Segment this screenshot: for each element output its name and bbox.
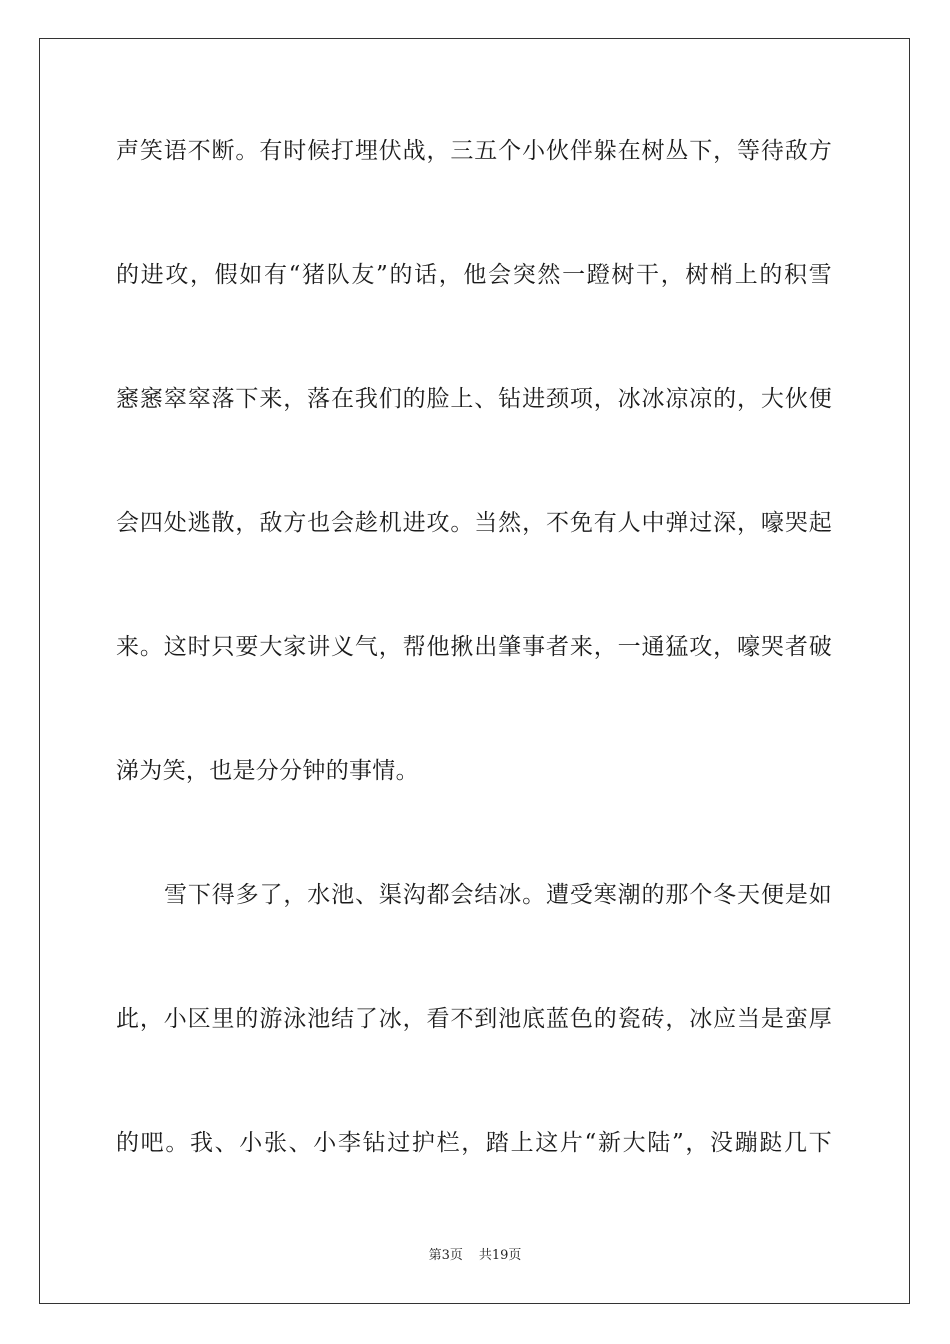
body-text-line-paragraph-end: 涕为笑，也是分分钟的事情。	[116, 758, 419, 784]
page-footer	[0, 1247, 950, 1265]
page-frame	[39, 38, 910, 1304]
body-text-line: 声笑语不断。有时候打埋伏战，三五个小伙伴躲在树丛下，等待敌方	[116, 138, 832, 164]
page-total: 共19页	[478, 1248, 522, 1263]
body-text-line: 的进攻，假如有“猪队友”的话，他会突然一蹬树干，树梢上的积雪	[116, 262, 832, 288]
body-text-line: 窸窸窣窣落下来，落在我们的脸上、钻进颈项，冰冰凉凉的，大伙便	[116, 386, 832, 412]
body-text-line: 来。这时只要大家讲义气，帮他揪出肇事者来，一通猛攻，嚎哭者破	[116, 634, 832, 660]
page-number: 第3页	[428, 1248, 463, 1263]
body-text-line: 的吧。我、小张、小李钻过护栏，踏上这片“新大陆”，没蹦跶几下	[116, 1130, 832, 1156]
body-text-line-paragraph-start: 雪下得多了，水池、渠沟都会结冰。遭受寒潮的那个冬天便是如	[164, 882, 832, 908]
body-text-line: 此，小区里的游泳池结了冰，看不到池底蓝色的瓷砖，冰应当是蛮厚	[116, 1006, 832, 1032]
body-text-line: 会四处逃散，敌方也会趁机进攻。当然，不免有人中弹过深，嚎哭起	[116, 510, 832, 536]
